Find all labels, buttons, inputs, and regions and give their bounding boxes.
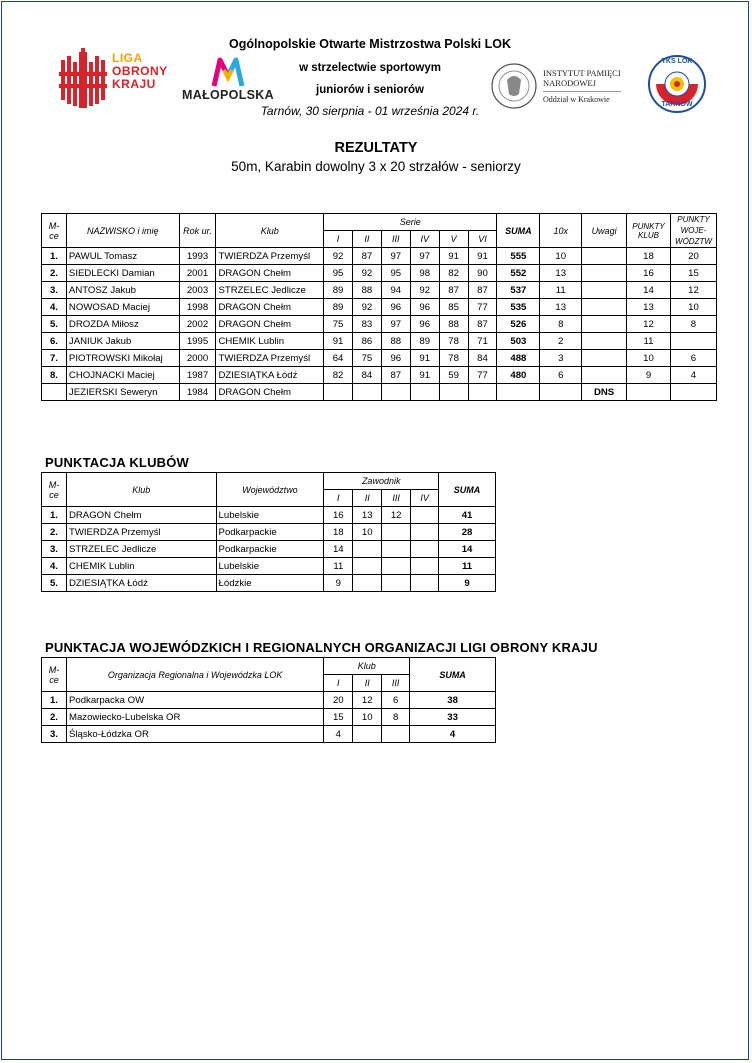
series-cell: 91 [410, 367, 439, 384]
club-points-cell: 9 [627, 367, 671, 384]
club-cell: DZIESIĄTKA Łódź [66, 575, 216, 592]
series-cell: 64 [324, 350, 353, 367]
table-row [42, 709, 496, 726]
series-cell: 84 [468, 350, 497, 367]
col-header-club-points: PUNKTY KLUB [627, 214, 671, 248]
points-cell: 14 [324, 541, 353, 558]
sum-cell: 526 [497, 316, 540, 333]
tks-logo-bottom: TARNÓW [661, 101, 693, 108]
year-cell: 2000 [179, 350, 216, 367]
series-cell: 83 [352, 316, 381, 333]
series-cell: 77 [468, 367, 497, 384]
points-cell: 20 [324, 692, 353, 709]
clubs-col-athlete-4: IV [411, 490, 439, 507]
series-cell: 94 [381, 282, 410, 299]
series-cell: 84 [352, 367, 381, 384]
series-cell: 96 [410, 316, 439, 333]
series-cell: 96 [410, 299, 439, 316]
series-cell: 91 [439, 248, 468, 265]
name-cell: PIOTROWSKI Mikołaj [66, 350, 179, 367]
notes-cell [582, 367, 627, 384]
place-cell: 1. [42, 692, 67, 709]
notes-cell [582, 316, 627, 333]
col-header-place: M-ce [42, 214, 67, 248]
series-cell: 85 [439, 299, 468, 316]
tks-lok-logo [642, 54, 712, 114]
points-cell [382, 541, 411, 558]
voivodeship-cell: Lubelskie [216, 558, 324, 575]
points-cell [411, 507, 439, 524]
sum-cell: 28 [439, 524, 496, 541]
club-cell: DZIESIĄTKA Łódź [216, 367, 324, 384]
voivodeship-points-cell: 6 [670, 350, 716, 367]
col-header-series-6: VI [468, 231, 497, 248]
points-cell [411, 541, 439, 558]
series-cell: 87 [468, 282, 497, 299]
regions-table [41, 657, 496, 743]
series-cell: 87 [352, 248, 381, 265]
name-cell: JANIUK Jakub [66, 333, 179, 350]
col-header-club: Klub [216, 214, 324, 248]
club-cell: STRZELEC Jedlicze [66, 541, 216, 558]
col-header-series-3: III [381, 231, 410, 248]
series-cell: 88 [381, 333, 410, 350]
regions-col-club-1: I [324, 675, 353, 692]
year-cell: 1984 [179, 384, 216, 401]
sum-cell: 555 [497, 248, 540, 265]
voivodeship-points-cell: 8 [670, 316, 716, 333]
points-cell: 12 [382, 507, 411, 524]
clubs-col-sum: SUMA [439, 473, 496, 507]
points-cell [353, 726, 382, 743]
ipn-seal-icon [490, 62, 538, 110]
malopolska-logo [180, 56, 276, 106]
series-cell [439, 384, 468, 401]
place-cell: 2. [42, 265, 67, 282]
place-cell: 2. [42, 524, 67, 541]
sum-cell: 552 [497, 265, 540, 282]
clubs-col-place: M-ce [42, 473, 67, 507]
eagle-emblem-icon [58, 48, 108, 110]
place-cell: 3. [42, 282, 67, 299]
year-cell: 1993 [179, 248, 216, 265]
table-row [42, 333, 717, 350]
year-cell: 2003 [179, 282, 216, 299]
place-cell: 2. [42, 709, 67, 726]
clubs-col-group: Zawodnik [324, 473, 439, 490]
col-header-name: NAZWISKO i imię [66, 214, 179, 248]
sum-cell: 11 [439, 558, 496, 575]
col-header-series-1: I [324, 231, 353, 248]
name-cell: CHOJNACKI Maciej [66, 367, 179, 384]
place-cell: 4. [42, 558, 67, 575]
club-cell: TWIERDZA Przemyśl [216, 248, 324, 265]
tks-logo-top: TKS LOK [661, 58, 693, 65]
voivodeship-points-cell: 4 [670, 367, 716, 384]
sum-cell: 33 [410, 709, 496, 726]
notes-cell: DNS [582, 384, 627, 401]
series-cell [352, 384, 381, 401]
series-cell: 89 [324, 282, 353, 299]
tens-cell: 3 [540, 350, 582, 367]
series-cell: 89 [410, 333, 439, 350]
table-row [42, 558, 496, 575]
series-cell: 82 [324, 367, 353, 384]
header-line3: juniorów i seniorów [316, 84, 424, 96]
col-header-year: Rok ur. [179, 214, 216, 248]
place-cell: 5. [42, 316, 67, 333]
liga-logo-line1: LIGA [112, 51, 143, 65]
sum-cell: 41 [439, 507, 496, 524]
liga-logo-line2: OBRONY [112, 64, 168, 78]
sum-cell: 503 [497, 333, 540, 350]
voivodeship-cell: Lubelskie [216, 507, 324, 524]
header-date: Tarnów, 30 sierpnia - 01 września 2024 r. [260, 104, 480, 118]
regions-col-club-2: II [353, 675, 382, 692]
place-cell: 8. [42, 367, 67, 384]
col-header-tens: 10x [540, 214, 582, 248]
ipn-line3: Oddział w Krakowie [543, 91, 621, 105]
points-cell: 8 [382, 709, 410, 726]
sum-cell: 480 [497, 367, 540, 384]
tens-cell: 2 [540, 333, 582, 350]
club-points-cell: 14 [627, 282, 671, 299]
ipn-logo [490, 62, 630, 112]
notes-cell [582, 282, 627, 299]
club-points-cell [627, 384, 671, 401]
series-cell: 88 [439, 316, 468, 333]
series-cell: 95 [381, 265, 410, 282]
voivodeship-cell: Podkarpackie [216, 524, 324, 541]
points-cell: 4 [324, 726, 353, 743]
club-points-cell: 13 [627, 299, 671, 316]
points-cell: 12 [353, 692, 382, 709]
series-cell: 78 [439, 333, 468, 350]
malopolska-m-icon [180, 56, 276, 88]
points-cell: 11 [324, 558, 353, 575]
place-cell: 4. [42, 299, 67, 316]
points-cell [353, 575, 382, 592]
sum-cell: 14 [439, 541, 496, 558]
clubs-col-athlete-2: II [353, 490, 382, 507]
name-cell: ANTOSZ Jakub [66, 282, 179, 299]
table-row [42, 282, 717, 299]
page-title: REZULTATY [334, 140, 418, 156]
clubs-col-athlete-3: III [382, 490, 411, 507]
points-cell: 16 [324, 507, 353, 524]
year-cell: 1987 [179, 367, 216, 384]
series-cell: 87 [468, 316, 497, 333]
sum-cell: 38 [410, 692, 496, 709]
tens-cell: 13 [540, 265, 582, 282]
liga-logo-line3: KRAJU [112, 77, 156, 91]
series-cell: 98 [410, 265, 439, 282]
col-header-series-2: II [352, 231, 381, 248]
col-header-series-4: IV [410, 231, 439, 248]
club-cell: DRAGON Chełm [216, 384, 324, 401]
table-row [42, 316, 717, 333]
points-cell [382, 575, 411, 592]
name-cell: NOWOSAD Maciej [66, 299, 179, 316]
table-row [42, 367, 717, 384]
series-cell: 71 [468, 333, 497, 350]
series-cell: 97 [381, 248, 410, 265]
tens-cell: 11 [540, 282, 582, 299]
club-points-cell: 11 [627, 333, 671, 350]
table-row [42, 265, 717, 282]
header-line2: w strzelectwie sportowym [299, 62, 441, 74]
club-cell: STRZELEC Jedlicze [216, 282, 324, 299]
voivodeship-cell: Łódzkie [216, 575, 324, 592]
results-table [41, 213, 717, 401]
col-header-notes: Uwagi [582, 214, 627, 248]
year-cell: 2001 [179, 265, 216, 282]
name-cell: DROZDA Miłosz [66, 316, 179, 333]
year-cell: 2002 [179, 316, 216, 333]
club-points-cell: 18 [627, 248, 671, 265]
table-row [42, 299, 717, 316]
voivodeship-points-cell: 15 [670, 265, 716, 282]
points-cell: 10 [353, 524, 382, 541]
series-cell: 95 [324, 265, 353, 282]
voivodeship-points-cell: 12 [670, 282, 716, 299]
tens-cell: 13 [540, 299, 582, 316]
series-cell: 59 [439, 367, 468, 384]
place-cell: 1. [42, 248, 67, 265]
series-cell: 92 [352, 299, 381, 316]
series-cell: 75 [324, 316, 353, 333]
tens-cell: 8 [540, 316, 582, 333]
name-cell: JEZIERSKI Seweryn [66, 384, 179, 401]
clubs-table [41, 472, 496, 592]
points-cell [411, 558, 439, 575]
voivodeship-points-cell [670, 333, 716, 350]
series-cell: 77 [468, 299, 497, 316]
col-header-series: Serie [324, 214, 497, 231]
club-cell: DRAGON Chełm [216, 265, 324, 282]
series-cell: 96 [381, 299, 410, 316]
series-cell: 87 [439, 282, 468, 299]
series-cell [468, 384, 497, 401]
series-cell: 91 [410, 350, 439, 367]
sum-cell: 537 [497, 282, 540, 299]
regions-col-org: Organizacja Regionalna i Wojewódzka LOK [66, 658, 323, 692]
col-header-voivodeship-points: PUNKTY WOJE- WÓDZTW [670, 214, 716, 248]
voivodeship-points-cell: 20 [670, 248, 716, 265]
series-cell: 92 [324, 248, 353, 265]
club-points-cell: 16 [627, 265, 671, 282]
club-cell: CHEMIK Lublin [216, 333, 324, 350]
series-cell: 82 [439, 265, 468, 282]
points-cell [382, 524, 411, 541]
notes-cell [582, 265, 627, 282]
series-cell: 78 [439, 350, 468, 367]
regions-col-club-3: III [382, 675, 410, 692]
points-cell [382, 726, 410, 743]
voivodeship-cell: Podkarpackie [216, 541, 324, 558]
series-cell: 86 [352, 333, 381, 350]
regions-col-sum: SUMA [410, 658, 496, 692]
name-cell: PAWUL Tomasz [66, 248, 179, 265]
table-row [42, 726, 496, 743]
table-row [42, 507, 496, 524]
club-cell: DRAGON Chełm [216, 316, 324, 333]
table-row [42, 524, 496, 541]
table-row [42, 384, 717, 401]
series-cell [324, 384, 353, 401]
table-row [42, 248, 717, 265]
series-cell [381, 384, 410, 401]
table-row [42, 541, 496, 558]
points-cell [411, 575, 439, 592]
points-cell: 10 [353, 709, 382, 726]
club-cell: DRAGON Chełm [216, 299, 324, 316]
col-header-sum: SUMA [497, 214, 540, 248]
club-cell: TWIERDZA Przemyśl [66, 524, 216, 541]
sum-cell: 535 [497, 299, 540, 316]
notes-cell [582, 350, 627, 367]
points-cell: 18 [324, 524, 353, 541]
name-cell: SIEDLECKI Damian [66, 265, 179, 282]
place-cell: 3. [42, 726, 67, 743]
series-cell: 75 [352, 350, 381, 367]
place-cell: 1. [42, 507, 67, 524]
sum-cell: 488 [497, 350, 540, 367]
series-cell: 91 [468, 248, 497, 265]
points-cell: 6 [382, 692, 410, 709]
table-row [42, 575, 496, 592]
col-header-series-5: V [439, 231, 468, 248]
regions-col-group: Klub [324, 658, 410, 675]
points-cell: 9 [324, 575, 353, 592]
sum-cell: 4 [410, 726, 496, 743]
ipn-line1: INSTYTUT PAMIĘCI [543, 68, 621, 78]
points-cell: 13 [353, 507, 382, 524]
tens-cell: 10 [540, 248, 582, 265]
notes-cell [582, 299, 627, 316]
table-row [42, 692, 496, 709]
clubs-col-athlete-1: I [324, 490, 353, 507]
voivodeship-points-cell [670, 384, 716, 401]
club-cell: TWIERDZA Przemyśl [216, 350, 324, 367]
tens-cell [540, 384, 582, 401]
place-cell: 7. [42, 350, 67, 367]
points-cell [353, 541, 382, 558]
tens-cell: 6 [540, 367, 582, 384]
malopolska-label: MAŁOPOLSKA [182, 88, 274, 102]
place-cell: 6. [42, 333, 67, 350]
table-row [42, 350, 717, 367]
series-cell: 97 [381, 316, 410, 333]
organization-cell: Mazowiecko-Lubelska OR [66, 709, 323, 726]
ipn-line2: NARODOWEJ [543, 78, 596, 88]
notes-cell [582, 333, 627, 350]
series-cell: 88 [352, 282, 381, 299]
liga-obrony-kraju-logo [58, 48, 168, 110]
series-cell: 96 [381, 350, 410, 367]
series-cell: 89 [324, 299, 353, 316]
header-line1: Ogólnopolskie Otwarte Mistrzostwa Polski LOK [229, 37, 511, 51]
series-cell [410, 384, 439, 401]
points-cell: 15 [324, 709, 353, 726]
points-cell [382, 558, 411, 575]
place-cell [42, 384, 67, 401]
series-cell: 92 [352, 265, 381, 282]
regions-heading: PUNKTACJA WOJEWÓDZKICH I REGIONALNYCH ORGANIZACJI LIGI OBRONY KRAJU [45, 640, 598, 655]
organization-cell: Podkarpacka OW [66, 692, 323, 709]
place-cell: 5. [42, 575, 67, 592]
organization-cell: Śląsko-Łódzka OR [66, 726, 323, 743]
clubs-heading: PUNKTACJA KLUBÓW [45, 455, 190, 470]
notes-cell [582, 248, 627, 265]
clubs-col-club: Klub [66, 473, 216, 507]
sum-cell: 9 [439, 575, 496, 592]
club-cell: DRAGON Chełm [66, 507, 216, 524]
year-cell: 1995 [179, 333, 216, 350]
club-points-cell: 10 [627, 350, 671, 367]
page-subtitle: 50m, Karabin dowolny 3 x 20 strzałów - seniorzy [231, 159, 521, 174]
clubs-col-voiv: Województwo [216, 473, 324, 507]
place-cell: 3. [42, 541, 67, 558]
regions-col-place: M-ce [42, 658, 67, 692]
series-cell: 90 [468, 265, 497, 282]
voivodeship-points-cell: 10 [670, 299, 716, 316]
sum-cell [497, 384, 540, 401]
points-cell [411, 524, 439, 541]
points-cell [353, 558, 382, 575]
club-cell: CHEMIK Lublin [66, 558, 216, 575]
club-points-cell: 12 [627, 316, 671, 333]
series-cell: 92 [410, 282, 439, 299]
series-cell: 87 [381, 367, 410, 384]
year-cell: 1998 [179, 299, 216, 316]
series-cell: 97 [410, 248, 439, 265]
series-cell: 91 [324, 333, 353, 350]
